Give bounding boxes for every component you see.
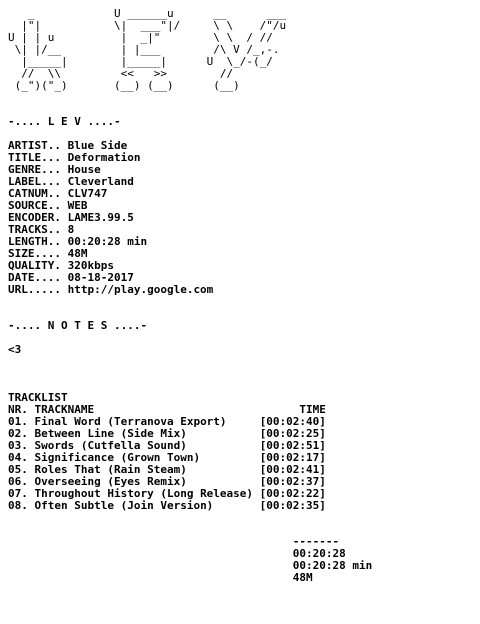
info-key: ARTIST.. <box>8 139 61 152</box>
info-value: 08-18-2017 <box>67 271 134 284</box>
info-value: CLV747 <box>67 187 108 200</box>
notes-text: <3 <box>8 343 22 356</box>
info-key: DATE.... <box>8 271 61 284</box>
totals <box>8 536 476 584</box>
info-row-url <box>8 284 476 296</box>
column-header-time: TIME <box>299 403 326 416</box>
track-time: [00:02:41] <box>259 463 326 476</box>
banner-art-line: U | | u | _|" \ \ / // <box>8 31 273 44</box>
tracklist-title: TRACKLIST <box>8 391 68 404</box>
track-time: [00:02:37] <box>259 475 326 488</box>
section-header-notes: -.... N O T E S ....- <box>8 319 148 332</box>
track-time: [00:02:22] <box>259 487 326 500</box>
total-length: 00:20:28 min <box>292 559 373 572</box>
info-row-encoder <box>8 212 476 224</box>
info-key: QUALITY. <box>8 259 61 272</box>
total-size: 48M <box>292 571 313 584</box>
totals-separator: ------- <box>292 535 340 548</box>
track-time: [00:02:35] <box>259 499 326 512</box>
track-name: Swords (Cutfella Sound) <box>34 439 187 452</box>
track-number: 05. <box>8 463 28 476</box>
info-value: http://play.google.com <box>67 283 214 296</box>
track-name: Roles That (Rain Steam) <box>34 463 187 476</box>
track-number: 08. <box>8 499 28 512</box>
info-key: SOURCE.. <box>8 199 61 212</box>
track-time: [00:02:25] <box>259 427 326 440</box>
tracklist <box>8 416 476 512</box>
info-key: TRACKS.. <box>8 223 61 236</box>
track-time: [00:02:17] <box>259 451 326 464</box>
track-number: 02. <box>8 427 28 440</box>
banner-art-line: (_")("_) (__) (__) (__) <box>8 79 240 92</box>
info-value: Deformation <box>67 151 141 164</box>
track-name: Overseeing (Eyes Remix) <box>34 475 187 488</box>
info-key: LENGTH.. <box>8 235 61 248</box>
info-value: 48M <box>67 247 88 260</box>
info-value: Cleverland <box>67 175 134 188</box>
info-key: GENRE... <box>8 163 61 176</box>
info-value: 320kbps <box>67 259 114 272</box>
info-value: House <box>67 163 101 176</box>
banner-art-line: |"| \| ___"|/ \ \ /"/u <box>8 19 287 32</box>
track-name: Between Line (Side Mix) <box>34 427 187 440</box>
track-number: 03. <box>8 439 28 452</box>
banner-art-line: |_____| |_____| U \_/-(_/ <box>8 55 273 68</box>
track-time: [00:02:40] <box>259 415 326 428</box>
total-time: 00:20:28 <box>292 547 346 560</box>
info-value: Blue Side <box>67 139 128 152</box>
info-value: LAME3.99.5 <box>67 211 134 224</box>
info-key: SIZE.... <box>8 247 61 260</box>
info-value: 8 <box>67 223 75 236</box>
info-value: 00:20:28 min <box>67 235 148 248</box>
section-header-lev: -.... L E V ....- <box>8 115 121 128</box>
track-number: 01. <box>8 415 28 428</box>
track-name: Often Subtle (Join Version) <box>34 499 214 512</box>
info-key: TITLE... <box>8 151 61 164</box>
banner-ascii-art <box>8 8 476 92</box>
track-name: Final Word (Terranova Export) <box>34 415 227 428</box>
info-key: ENCODER. <box>8 211 61 224</box>
track-number: 07. <box>8 487 28 500</box>
track-name: Throughout History (Long Release) <box>34 487 254 500</box>
banner-art-line: // \\ << >> // <box>8 67 234 80</box>
info-key: CATNUM.. <box>8 187 61 200</box>
banner-art-line: _ U ______u __ ___ <box>8 7 287 20</box>
track-number: 04. <box>8 451 28 464</box>
banner-art-line: \| |/__ | |___ /\ V /_,-. <box>8 43 280 56</box>
info-key: URL..... <box>8 283 61 296</box>
nfo-document <box>8 8 476 584</box>
track-number: 06. <box>8 475 28 488</box>
column-header-nr: NR. <box>8 403 28 416</box>
track-name: Significance (Grown Town) <box>34 451 201 464</box>
info-value: WEB <box>67 199 88 212</box>
track-time: [00:02:51] <box>259 439 326 452</box>
release-info <box>8 140 476 296</box>
info-key: LABEL... <box>8 175 61 188</box>
column-header-trackname: TRACKNAME <box>34 403 95 416</box>
track-row <box>8 500 476 512</box>
